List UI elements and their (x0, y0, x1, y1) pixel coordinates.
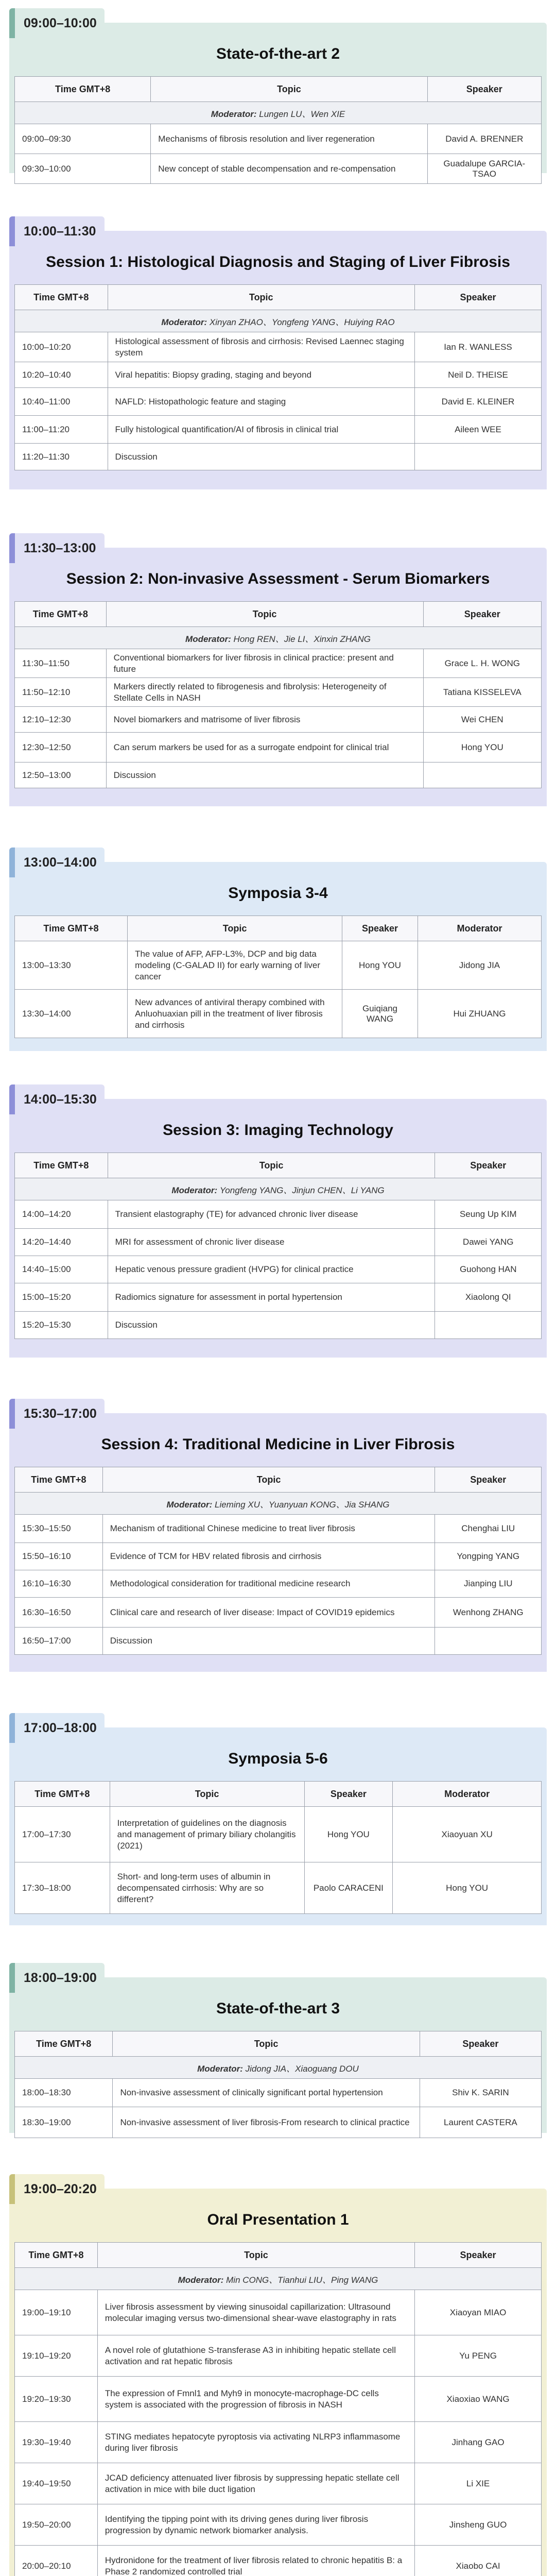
session-topic: NAFLD: Histopathologic feature and staging (108, 388, 414, 416)
session-time: 15:50–16:10 (15, 1543, 103, 1570)
session-topic: Conventional biomarkers for liver fibrosis in clinical practice: present and future (106, 649, 423, 678)
column-header: Time GMT+8 (15, 2243, 98, 2268)
schedule-table (14, 284, 542, 470)
column-header: Time GMT+8 (15, 1782, 110, 1807)
session-time: 19:40–19:50 (15, 2463, 98, 2504)
table-row (15, 1229, 542, 1256)
session-time: 13:00–13:30 (15, 941, 128, 990)
session-topic: Mechanism of traditional Chinese medicine to treat liver fibrosis (102, 1515, 435, 1543)
column-header: Speaker (435, 1467, 542, 1493)
table-row (15, 2422, 542, 2463)
moderator-cell (15, 2268, 542, 2290)
schedule-table (14, 916, 542, 1038)
table-row (15, 649, 542, 678)
section-title: Session 2: Non-invasive Assessment - Serum Biomarkers (66, 570, 490, 587)
session-topic: A novel role of glutathione S-transferase A3 in inhibiting hepatic stellate cell activation and rat hepatic fibrosis (97, 2335, 414, 2377)
moderator-cell (15, 627, 542, 649)
table-row (15, 1256, 542, 1283)
schedule-table (14, 1467, 542, 1655)
table-row (15, 941, 542, 990)
session-speaker (435, 1312, 542, 1339)
moderator-names: Xinyan ZHAO、Yongfeng YANG、Huiying RAO (209, 317, 395, 327)
table-row (15, 388, 542, 416)
session-speaker: Xiaobo CAI (415, 2546, 542, 2576)
column-header: Time GMT+8 (15, 602, 107, 627)
session-time: 12:50–13:00 (15, 762, 107, 788)
session-time: 15:30–15:50 (15, 1515, 103, 1543)
column-header: Topic (108, 285, 414, 310)
session-topic: MRI for assessment of chronic liver disease (108, 1229, 435, 1256)
time-tab-label: 09:00–10:00 (24, 15, 97, 30)
session-time: 11:00–11:20 (15, 416, 108, 444)
session-time: 10:00–10:20 (15, 332, 108, 362)
session-topic: Identifying the tipping point with its driving genes during liver fibrosis progression by dynamic network biomarker analysis. (97, 2504, 414, 2546)
moderator-names: Yongfeng YANG、Jinjun CHEN、Li YANG (219, 1185, 385, 1195)
session-topic: Hepatic venous pressure gradient (HVPG) for clinical practice (108, 1256, 435, 1283)
moderator-row (15, 310, 542, 332)
session-speaker: Jianping LIU (435, 1570, 542, 1598)
session-topic: Clinical care and research of liver disease: Impact of COVID19 epidemics (102, 1598, 435, 1628)
time-tab-label: 18:00–19:00 (24, 1970, 97, 1985)
schedule-table (14, 76, 542, 184)
section-title: Symposia 3-4 (228, 885, 328, 902)
session-speaker: David A. BRENNER (427, 124, 541, 154)
session-topic: The value of AFP, AFP-L3%, DCP and big data modeling (C-GALAD II) for early warning of liver cancer (128, 941, 342, 990)
section-title: State-of-the-art 3 (216, 2000, 340, 2017)
session-time: 20:00–20:10 (15, 2546, 98, 2576)
session-speaker: Yu PENG (415, 2335, 542, 2377)
agenda-section (9, 8, 547, 179)
time-tab-accent (9, 1713, 15, 1743)
table-row (15, 2546, 542, 2576)
session-topic: Liver fibrosis assessment by viewing sinusoidal capillarization: Ultrasound molecular imaging versus two-dimensional shear-wave elastography in rats (97, 2290, 414, 2335)
section-box (9, 1099, 547, 1358)
section-box (9, 548, 547, 806)
column-header: Time GMT+8 (15, 2031, 113, 2057)
session-topic: Hydronidone for the treatment of liver fibrosis related to chronic hepatitis B: a Phase 2 randomized controlled trial (97, 2546, 414, 2576)
session-speaker: Dawei YANG (435, 1229, 542, 1256)
table-header-row (15, 1782, 542, 1807)
session-topic: Discussion (108, 444, 414, 470)
session-time: 11:20–11:30 (15, 444, 108, 470)
moderator-label: Moderator: (197, 2063, 243, 2074)
column-header: Speaker (435, 1153, 542, 1178)
moderator-row (15, 2057, 542, 2079)
session-speaker (414, 444, 541, 470)
column-header: Topic (128, 916, 342, 941)
moderator-row (15, 627, 542, 649)
table-row (15, 2107, 542, 2138)
section-title: Session 1: Histological Diagnosis and Staging of Liver Fibrosis (46, 253, 510, 270)
moderator-cell (15, 2057, 542, 2079)
session-speaker: Wenhong ZHANG (435, 1598, 542, 1628)
moderator-cell (15, 102, 542, 124)
moderator-row (15, 1493, 542, 1515)
table-row (15, 1862, 542, 1914)
session-topic: Viral hepatitis: Biopsy grading, staging and beyond (108, 362, 414, 388)
table-header-row (15, 2031, 542, 2057)
session-speaker: Jinhang GAO (415, 2422, 542, 2463)
moderator-names: Jidong JIA、Xiaoguang DOU (245, 2063, 359, 2074)
column-header: Speaker (342, 916, 418, 941)
moderator-cell (15, 1178, 542, 1200)
session-topic: Markers directly related to fibrogenesis and fibrolysis: Heterogeneity of Stellate Cells in NASH (106, 678, 423, 707)
moderator-cell (15, 310, 542, 332)
session-topic: Non-invasive assessment of liver fibrosis-From research to clinical practice (113, 2107, 420, 2138)
session-speaker: Seung Up KIM (435, 1200, 542, 1229)
table-header-row (15, 2243, 542, 2268)
time-tab-accent (9, 1084, 15, 1114)
agenda-section (9, 848, 547, 1051)
time-tab-accent (9, 1963, 15, 1993)
moderator-row (15, 2268, 542, 2290)
time-tab-accent (9, 1399, 15, 1429)
session-speaker: Hong YOU (342, 941, 418, 990)
session-time: 10:20–10:40 (15, 362, 108, 388)
session-time: 19:20–19:30 (15, 2377, 98, 2422)
session-topic: Methodological consideration for traditional medicine research (102, 1570, 435, 1598)
time-tab (9, 848, 105, 877)
column-header: Topic (113, 2031, 420, 2057)
time-tab (9, 1399, 105, 1429)
session-topic: Discussion (108, 1312, 435, 1339)
column-header: Topic (106, 602, 423, 627)
table-row (15, 2504, 542, 2546)
session-time: 12:10–12:30 (15, 707, 107, 733)
table-header-row (15, 285, 542, 310)
table-header-row (15, 77, 542, 102)
session-time: 19:50–20:00 (15, 2504, 98, 2546)
moderator-cell (15, 1493, 542, 1515)
session-topic: New advances of antiviral therapy combined with Anluohuaxian pill in the treatment of liver fibrosis and cirrhosis (128, 990, 342, 1038)
section-box (9, 1727, 547, 1925)
session-time: 11:30–11:50 (15, 649, 107, 678)
schedule-table (14, 601, 542, 788)
session-speaker: Guadalupe GARCIA-TSAO (427, 154, 541, 184)
session-speaker: Hong YOU (423, 733, 541, 762)
session-time: 11:50–12:10 (15, 678, 107, 707)
schedule-table (14, 2242, 542, 2576)
section-title: State-of-the-art 2 (216, 45, 340, 62)
column-header: Speaker (415, 2243, 542, 2268)
section-title: Oral Presentation 1 (207, 2211, 349, 2228)
session-topic: Discussion (106, 762, 423, 788)
time-tab (9, 8, 105, 38)
session-speaker: Yongping YANG (435, 1543, 542, 1570)
column-header: Time GMT+8 (15, 1153, 108, 1178)
time-tab-label: 17:00–18:00 (24, 1720, 97, 1735)
session-time: 15:00–15:20 (15, 1283, 108, 1312)
agenda-section (9, 533, 547, 806)
time-tab-label: 14:00–15:30 (24, 1092, 97, 1107)
table-row (15, 444, 542, 470)
section-box (9, 23, 547, 179)
session-moderator: Hong YOU (393, 1862, 542, 1914)
session-time: 12:30–12:50 (15, 733, 107, 762)
session-topic: The expression of Fmnl1 and Myh9 in monocyte-macrophage-DC cells system is associated with the progression of fibrosis in NASH (97, 2377, 414, 2422)
session-speaker: Hong YOU (304, 1807, 393, 1862)
time-tab-label: 13:00–14:00 (24, 855, 97, 870)
session-time: 14:40–15:00 (15, 1256, 108, 1283)
column-header: Time GMT+8 (15, 77, 151, 102)
session-topic: Can serum markers be used for as a surrogate endpoint for clinical trial (106, 733, 423, 762)
moderator-names: Hong REN、Jie LI、Xinxin ZHANG (233, 634, 371, 644)
table-row (15, 1543, 542, 1570)
table-row (15, 2079, 542, 2107)
session-time: 14:00–14:20 (15, 1200, 108, 1229)
column-header: Topic (110, 1782, 304, 1807)
section-box (9, 1413, 547, 1672)
session-topic: STING mediates hepatocyte pyroptosis via activating NLRP3 inflammasome during liver fibrosis (97, 2422, 414, 2463)
session-speaker: Guiqiang WANG (342, 990, 418, 1038)
section-box (9, 862, 547, 1051)
session-topic: Evidence of TCM for HBV related fibrosis and cirrhosis (102, 1543, 435, 1570)
table-row (15, 1598, 542, 1628)
column-header: Time GMT+8 (15, 285, 108, 310)
session-speaker: Shiv K. SARIN (420, 2079, 541, 2107)
moderator-label: Moderator: (171, 1185, 218, 1195)
time-tab-label: 15:30–17:00 (24, 1406, 97, 1421)
session-speaker: Xiaolong QI (435, 1283, 542, 1312)
agenda-section (9, 2174, 547, 2576)
session-time: 09:30–10:00 (15, 154, 151, 184)
session-time: 10:40–11:00 (15, 388, 108, 416)
column-header: Topic (108, 1153, 435, 1178)
moderator-label: Moderator: (178, 2275, 224, 2285)
section-title: Session 4: Traditional Medicine in Liver Fibrosis (101, 1436, 455, 1453)
session-topic: Non-invasive assessment of clinically significant portal hypertension (113, 2079, 420, 2107)
column-header: Topic (151, 77, 427, 102)
section-box (9, 231, 547, 489)
column-header: Moderator (393, 1782, 542, 1807)
time-tab (9, 2174, 105, 2204)
table-row (15, 2377, 542, 2422)
moderator-names: Lieming XU、Yuanyuan KONG、Jia SHANG (215, 1499, 390, 1510)
moderator-label: Moderator: (166, 1499, 213, 1510)
time-tab-accent (9, 216, 15, 246)
moderator-row (15, 102, 542, 124)
session-time: 17:00–17:30 (15, 1807, 110, 1862)
table-row (15, 990, 542, 1038)
session-topic: Short- and long-term uses of albumin in decompensated cirrhosis: Why are so different? (110, 1862, 304, 1914)
session-speaker: Tatiana KISSELEVA (423, 678, 541, 707)
time-tab-accent (9, 8, 15, 38)
column-header: Speaker (414, 285, 541, 310)
session-speaker: Ian R. WANLESS (414, 332, 541, 362)
session-topic: Histological assessment of fibrosis and cirrhosis: Revised Laennec staging system (108, 332, 414, 362)
session-moderator: Xiaoyuan XU (393, 1807, 542, 1862)
column-header: Speaker (420, 2031, 541, 2057)
table-row (15, 1515, 542, 1543)
session-topic: Interpretation of guidelines on the diagnosis and management of primary biliary cholangitis (2021) (110, 1807, 304, 1862)
session-time: 16:30–16:50 (15, 1598, 103, 1628)
table-row (15, 416, 542, 444)
session-topic: Fully histological quantification/AI of fibrosis in clinical trial (108, 416, 414, 444)
time-tab (9, 1713, 105, 1743)
agenda-section (9, 216, 547, 489)
session-speaker: Chenghai LIU (435, 1515, 542, 1543)
table-row (15, 1200, 542, 1229)
session-time: 13:30–14:00 (15, 990, 128, 1038)
time-tab (9, 1963, 105, 1993)
section-title: Symposia 5-6 (228, 1750, 328, 1767)
agenda-section (9, 1084, 547, 1358)
table-row (15, 762, 542, 788)
schedule-table (14, 2031, 542, 2138)
session-speaker: Paolo CARACENI (304, 1862, 393, 1914)
table-row (15, 332, 542, 362)
session-speaker: Guohong HAN (435, 1256, 542, 1283)
session-moderator: Hui ZHUANG (418, 990, 541, 1038)
time-tab (9, 533, 105, 563)
schedule-table (14, 1781, 542, 1914)
table-row (15, 2335, 542, 2377)
session-topic: Mechanisms of fibrosis resolution and liver regeneration (151, 124, 427, 154)
session-speaker: Neil D. THEISE (414, 362, 541, 388)
session-time: 14:20–14:40 (15, 1229, 108, 1256)
session-time: 19:10–19:20 (15, 2335, 98, 2377)
schedule-table (14, 1153, 542, 1339)
moderator-label: Moderator: (185, 634, 231, 644)
table-header-row (15, 1467, 542, 1493)
session-speaker: David E. KLEINER (414, 388, 541, 416)
table-row (15, 124, 542, 154)
column-header: Topic (97, 2243, 414, 2268)
session-time: 16:50–17:00 (15, 1628, 103, 1655)
session-time: 15:20–15:30 (15, 1312, 108, 1339)
table-row (15, 1570, 542, 1598)
session-speaker (435, 1628, 542, 1655)
session-topic: JCAD deficiency attenuated liver fibrosis by suppressing hepatic stellate cell activation in mice with bile duct ligation (97, 2463, 414, 2504)
column-header: Topic (102, 1467, 435, 1493)
agenda-section (9, 1713, 547, 1925)
table-header-row (15, 916, 542, 941)
section-title: Session 3: Imaging Technology (163, 1122, 393, 1139)
moderator-names: Lungen LU、Wen XIE (259, 109, 345, 119)
table-row (15, 362, 542, 388)
time-tab-accent (9, 533, 15, 563)
agenda-section (9, 1399, 547, 1672)
session-speaker: Xiaoxiao WANG (415, 2377, 542, 2422)
session-speaker: Xiaoyan MIAO (415, 2290, 542, 2335)
session-topic: New concept of stable decompensation and re-compensation (151, 154, 427, 184)
session-time: 18:00–18:30 (15, 2079, 113, 2107)
column-header: Speaker (427, 77, 541, 102)
column-header: Time GMT+8 (15, 916, 128, 941)
session-speaker: Aileen WEE (414, 416, 541, 444)
session-topic: Discussion (102, 1628, 435, 1655)
table-row (15, 154, 542, 184)
section-box (9, 1977, 547, 2133)
session-time: 17:30–18:00 (15, 1862, 110, 1914)
session-speaker: Wei CHEN (423, 707, 541, 733)
time-tab-label: 10:00–11:30 (24, 224, 96, 239)
table-header-row (15, 1153, 542, 1178)
table-row (15, 707, 542, 733)
agenda-section (9, 1963, 547, 2133)
time-tab-label: 19:00–20:20 (24, 2181, 97, 2196)
session-speaker: Laurent CASTERA (420, 2107, 541, 2138)
column-header: Speaker (423, 602, 541, 627)
session-moderator: Jidong JIA (418, 941, 541, 990)
table-row (15, 733, 542, 762)
moderator-names: Min CONG、Tianhui LIU、Ping WANG (226, 2275, 378, 2285)
table-row (15, 1283, 542, 1312)
moderator-row (15, 1178, 542, 1200)
session-time: 09:00–09:30 (15, 124, 151, 154)
session-topic: Transient elastography (TE) for advanced chronic liver disease (108, 1200, 435, 1229)
session-topic: Radiomics signature for assessment in portal hypertension (108, 1283, 435, 1312)
moderator-label: Moderator: (211, 109, 257, 119)
session-time: 19:30–19:40 (15, 2422, 98, 2463)
time-tab-accent (9, 848, 15, 877)
session-topic: Novel biomarkers and matrisome of liver fibrosis (106, 707, 423, 733)
table-row (15, 678, 542, 707)
session-speaker: Li XIE (415, 2463, 542, 2504)
table-row (15, 1628, 542, 1655)
session-time: 16:10–16:30 (15, 1570, 103, 1598)
column-header: Speaker (304, 1782, 393, 1807)
session-time: 19:00–19:10 (15, 2290, 98, 2335)
column-header: Time GMT+8 (15, 1467, 103, 1493)
table-row (15, 2463, 542, 2504)
table-row (15, 1807, 542, 1862)
time-tab-accent (9, 2174, 15, 2204)
moderator-label: Moderator: (161, 317, 207, 327)
time-tab-label: 11:30–13:00 (24, 540, 96, 555)
column-header: Moderator (418, 916, 541, 941)
time-tab (9, 216, 105, 246)
session-speaker: Grace L. H. WONG (423, 649, 541, 678)
session-speaker: Jinsheng GUO (415, 2504, 542, 2546)
table-row (15, 1312, 542, 1339)
table-row (15, 2290, 542, 2335)
session-time: 18:30–19:00 (15, 2107, 113, 2138)
section-box (9, 2189, 547, 2576)
session-speaker (423, 762, 541, 788)
table-header-row (15, 602, 542, 627)
time-tab (9, 1084, 105, 1114)
